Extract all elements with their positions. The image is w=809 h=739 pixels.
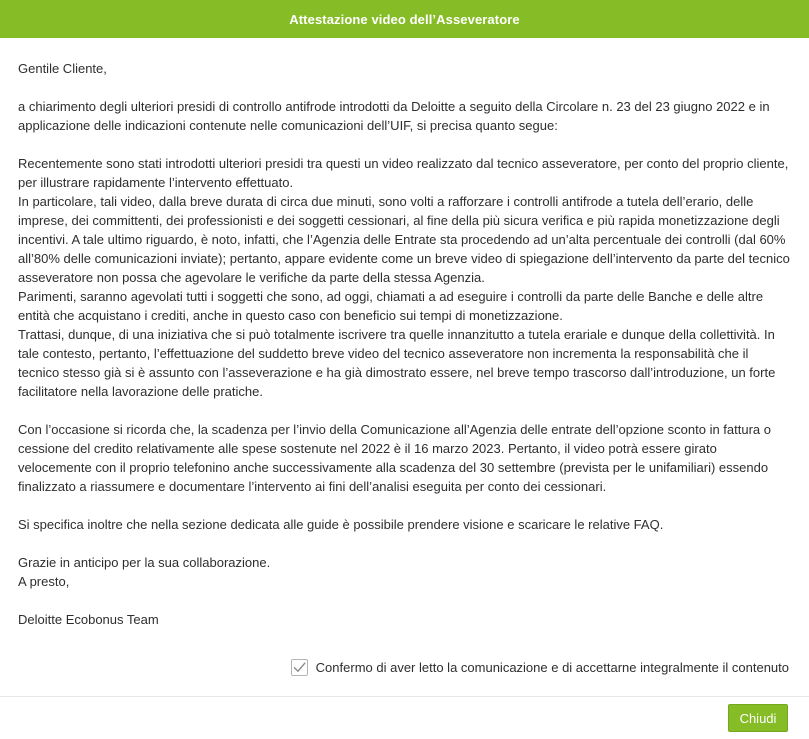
modal-body — [0, 38, 809, 629]
paragraph-faq: Si specifica inoltre che nella sezione dedicata alle guide è possibile prendere visione e scaricare le relative FAQ. — [18, 517, 664, 532]
paragraph-video-details: In particolare, tali video, dalla breve durata di circa due minuti, sono volti a rafforzare i controlli antifrode a tutela dell’erario, delle imprese, dei committenti, dei professionisti e dei soggetti cessionari, al fine della più sicura verifica e più rapida monetizzazione degli incentivi. A tale ultimo riguardo, è noto, infatti, che l’Agenzia delle Entrate sta procedendo ad un’alta percentuale dei controlli (dal 60% all’80% delle comunicazioni inviate); pertanto, appare evidente come un breve video di spiegazione dell’intervento da parte del tecnico asseveratore non possa che agevolare le verifiche da parte della stessa Agenzia. — [18, 194, 790, 285]
paragraph-initiative: Trattasi, dunque, di una iniziativa che si può totalmente iscrivere tra quelle innanzitutto a tutela erariale e dunque della collettività. In tale contesto, pertanto, l’effettuazione del suddetto breve video del tecnico asseveratore non incrementa la responsabilità che il tecnico stesso già si è assunto con l’asseverazione e ha già dimostrato essere, nel breve tempo trascorso dall’introduzione, un forte facilitatore nella lavorazione delle pratiche. — [18, 327, 776, 399]
intro-paragraph: a chiarimento degli ulteriori presidi di controllo antifrode introdotti da Deloitte a seguito della Circolare n. 23 del 23 giugno 2022 e in applicazione delle indicazioni contenute nelle comunicazioni dell’UIF, si precisa quanto segue: — [18, 99, 770, 133]
close-button[interactable]: Chiudi — [728, 704, 788, 732]
modal-header — [0, 0, 809, 38]
paragraph-recent-controls: Recentemente sono stati introdotti ulteriori presidi tra questi un video realizzato dal tecnico asseveratore, per conto del proprio cliente, per illustrare rapidamente l’intervento effettuato. — [18, 156, 789, 190]
confirm-checkbox[interactable] — [291, 659, 308, 676]
confirm-label[interactable]: Confermo di aver letto la comunicazione e di accettarne integralmente il contenuto — [315, 660, 789, 675]
modal-title: Attestazione video dell’Asseveratore — [289, 11, 520, 27]
closing-text: A presto, — [18, 574, 70, 589]
paragraph-banks: Parimenti, saranno agevolati tutti i soggetti che sono, ad oggi, chiamati a ad eseguire i controlli da parte delle Banche e delle altre entità che acquistano i crediti, anche in questo caso con beneficio sui tempi di monetizzazione. — [18, 289, 764, 323]
footer-divider — [0, 696, 809, 697]
checkmark-icon — [292, 660, 307, 675]
signature-text: Deloitte Ecobonus Team — [18, 612, 159, 627]
greeting-text: Gentile Cliente, — [18, 61, 107, 76]
paragraph-deadline: Con l’occasione si ricorda che, la scadenza per l’invio della Comunicazione all’Agenzia delle entrate dell’opzione sconto in fattura o cessione del credito relativamente alle spese sostenute nel 2022 è il 16 marzo 2023. Pertanto, il video potrà essere girato velocemente con il proprio telefonino anche successivamente alla scadenza del 30 settembre (prevista per le unifamiliari) essendo finalizzato a riassumere e documentare l’intervento ai fini dell’analisi eseguita per conto dei cessionari. — [18, 422, 771, 494]
confirm-row — [291, 659, 789, 676]
thanks-text: Grazie in anticipo per la sua collaborazione. — [18, 555, 271, 570]
